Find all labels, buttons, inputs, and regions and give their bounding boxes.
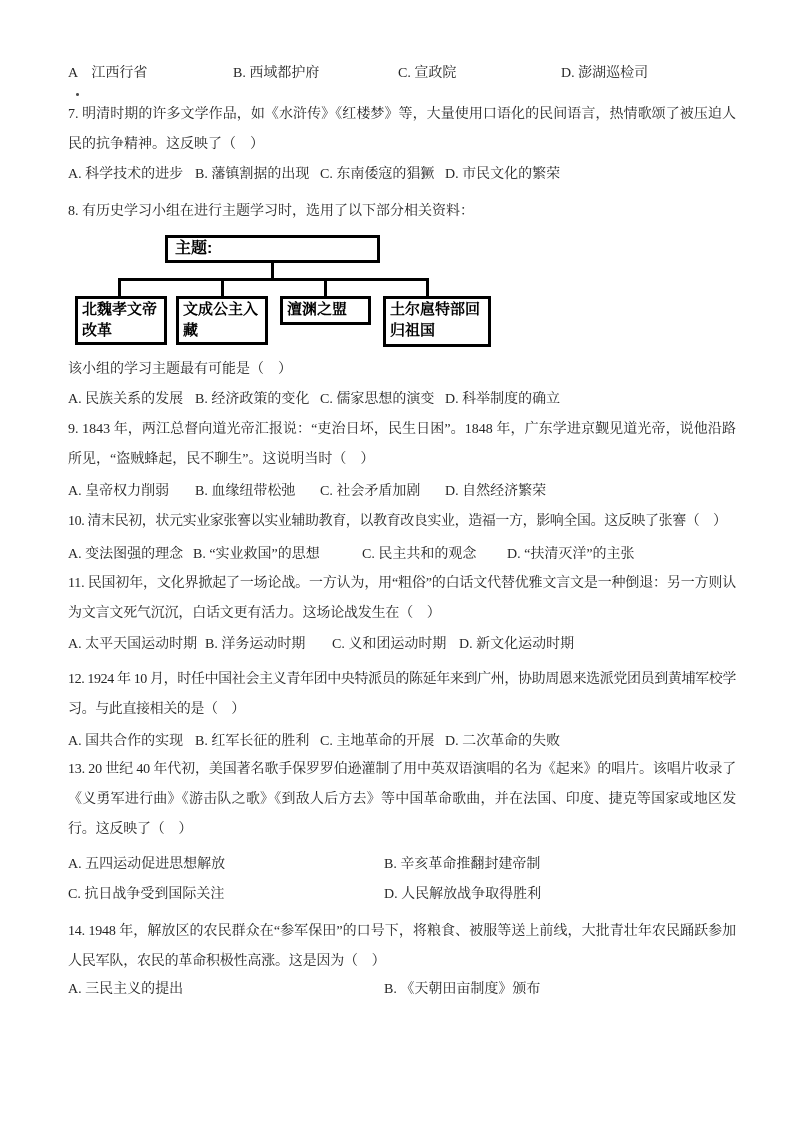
topic-diagram <box>68 227 736 349</box>
question-7-option-c: C. 东南倭寇的猖獗 <box>320 167 435 182</box>
question-6-option-a: A 江西行省 <box>68 66 148 81</box>
question-13-stem: 13. 20 世纪 40 年代初，美国著名歌手保罗罗伯逊灌制了用中英双语演唱的名为《起来》的唱片。该唱片收录了《义勇军进行曲》《游击队之歌》《到敌人后方去》等中国革命歌曲，并在法国、印度、捷克等国家或地区发行。这反映了（ ） <box>68 762 736 837</box>
question-13-option-c: C. 抗日战争受到国际关注 <box>68 887 225 902</box>
question-10-option-b: B. “实业救国”的思想 <box>193 547 320 562</box>
question-6-options <box>68 59 736 89</box>
question-9-option-b: B. 血缘纽带松弛 <box>195 484 296 499</box>
question-12-option-d: D. 二次革命的失败 <box>445 734 561 749</box>
question-13-option-a: A. 五四运动促进思想解放 <box>68 857 226 872</box>
question-8-options <box>68 385 736 415</box>
question-11-options <box>68 630 736 660</box>
connector-drop-line-2 <box>221 281 224 296</box>
question-8-option-d: D. 科举制度的确立 <box>445 392 561 407</box>
question-6-option-c: C. 宣政院 <box>398 66 457 81</box>
question-12-option-a: A. 国共合作的实现 <box>68 734 184 749</box>
question-9-option-d: D. 自然经济繁荣 <box>445 484 547 499</box>
question-7-option-a: A. 科学技术的进步 <box>68 167 184 182</box>
question-12-options <box>68 727 736 757</box>
question-11-option-d: D. 新文化运动时期 <box>459 637 575 652</box>
question-8-stem: 8. 有历史学习小组在进行主题学习时，选用了以下部分相关资料： <box>68 204 474 219</box>
question-10-options <box>68 540 736 570</box>
question-12-stem: 12. 1924 年 10 月，时任中国社会主义青年团中央特派员的陈延年来到广州，协助周恩来选派党团员到黄埔军校学习。与此直接相关的是（ ） <box>68 672 736 717</box>
stray-period-mark <box>76 93 79 96</box>
question-7-option-b: B. 藩镇割据的出现 <box>195 167 310 182</box>
diagram-child-box-3: 澶渊之盟 <box>280 296 371 325</box>
question-7-stem: 7. 明清时期的许多文学作品，如《水浒传》《红楼梦》等，大量使用口语化的民间语言，热情歌颂了被压迫人民的抗争精神。这反映了（ ） <box>68 107 736 152</box>
question-11-option-b: B. 洋务运动时期 <box>205 637 306 652</box>
question-11-option-c: C. 义和团运动时期 <box>332 637 447 652</box>
question-14-stem: 14. 1948 年，解放区的农民群众在“参军保田”的口号下，将粮食、被服等送上前线，大批青壮年农民踊跃参加人民军队，农民的革命积极性高涨。这是因为（ ） <box>68 924 736 969</box>
question-13-option-b: B. 辛亥革命推翻封建帝制 <box>384 857 541 872</box>
question-8-option-a: A. 民族关系的发展 <box>68 392 184 407</box>
question-6-option-b: B. 西域都护府 <box>233 66 320 81</box>
question-10-option-a: A. 变法图强的理念 <box>68 547 184 562</box>
question-9-option-a: A. 皇帝权力削弱 <box>68 484 170 499</box>
diagram-child-box-1: 北魏孝文帝改革 <box>75 296 167 345</box>
exam-page <box>68 0 736 1005</box>
question-10-option-d: D. “扶清灭洋”的主张 <box>507 547 635 562</box>
question-6-option-d: D. 澎湖巡检司 <box>561 66 649 81</box>
question-14-option-b: B. 《天朝田亩制度》颁布 <box>384 982 541 997</box>
question-11-option-a: A. 太平天国运动时期 <box>68 637 198 652</box>
connector-drop-line-1 <box>118 281 121 296</box>
connector-drop-line-3 <box>324 281 327 296</box>
question-13-options-row-1 <box>68 850 736 880</box>
question-8-option-b: B. 经济政策的变化 <box>195 392 310 407</box>
question-12-option-c: C. 主地革命的开展 <box>320 734 435 749</box>
question-8-option-c: C. 儒家思想的演变 <box>320 392 435 407</box>
question-10-option-c: C. 民主共和的观念 <box>362 547 477 562</box>
question-14-option-a: A. 三民主义的提出 <box>68 982 184 997</box>
diagram-child-box-2: 文成公主入藏 <box>176 296 268 345</box>
connector-horizontal-line <box>118 278 429 281</box>
question-14-options <box>68 975 736 1005</box>
question-9-options <box>68 477 736 507</box>
question-7-options <box>68 160 736 190</box>
question-13-option-d: D. 人民解放战争取得胜利 <box>384 887 542 902</box>
question-12-option-b: B. 红军长征的胜利 <box>195 734 310 749</box>
question-9-stem: 9. 1843 年，两江总督向道光帝汇报说：“吏治日坏，民生日困”。1848 年，广东学进京觐见道光帝，说他沿路所见，“盗贼蜂起，民不聊生”。这说明当时（ ） <box>68 422 736 467</box>
question-13-options-row-2 <box>68 880 736 910</box>
diagram-child-box-4: 土尔扈特部回归祖国 <box>383 296 491 347</box>
connector-drop-line-4 <box>426 281 429 296</box>
question-7-option-d: D. 市民文化的繁荣 <box>445 167 561 182</box>
diagram-root-box: 主题: <box>165 235 380 263</box>
question-9-option-c: C. 社会矛盾加剧 <box>320 484 421 499</box>
question-10-stem: 10. 清末民初，状元实业家张謇以实业辅助教育，以教育改良实业，造福一方，影响全国。这反映了张謇（ ） <box>68 514 727 529</box>
question-11-stem: 11. 民国初年，文化界掀起了一场论战。一方认为，用“粗俗”的白话文代替优雅文言文是一种倒退：另一方则认为文言文死气沉沉，白话文更有活力。这场论战发生在（ ） <box>68 576 736 621</box>
question-8-stem-continued: 该小组的学习主题最有可能是（ ） <box>68 362 292 377</box>
